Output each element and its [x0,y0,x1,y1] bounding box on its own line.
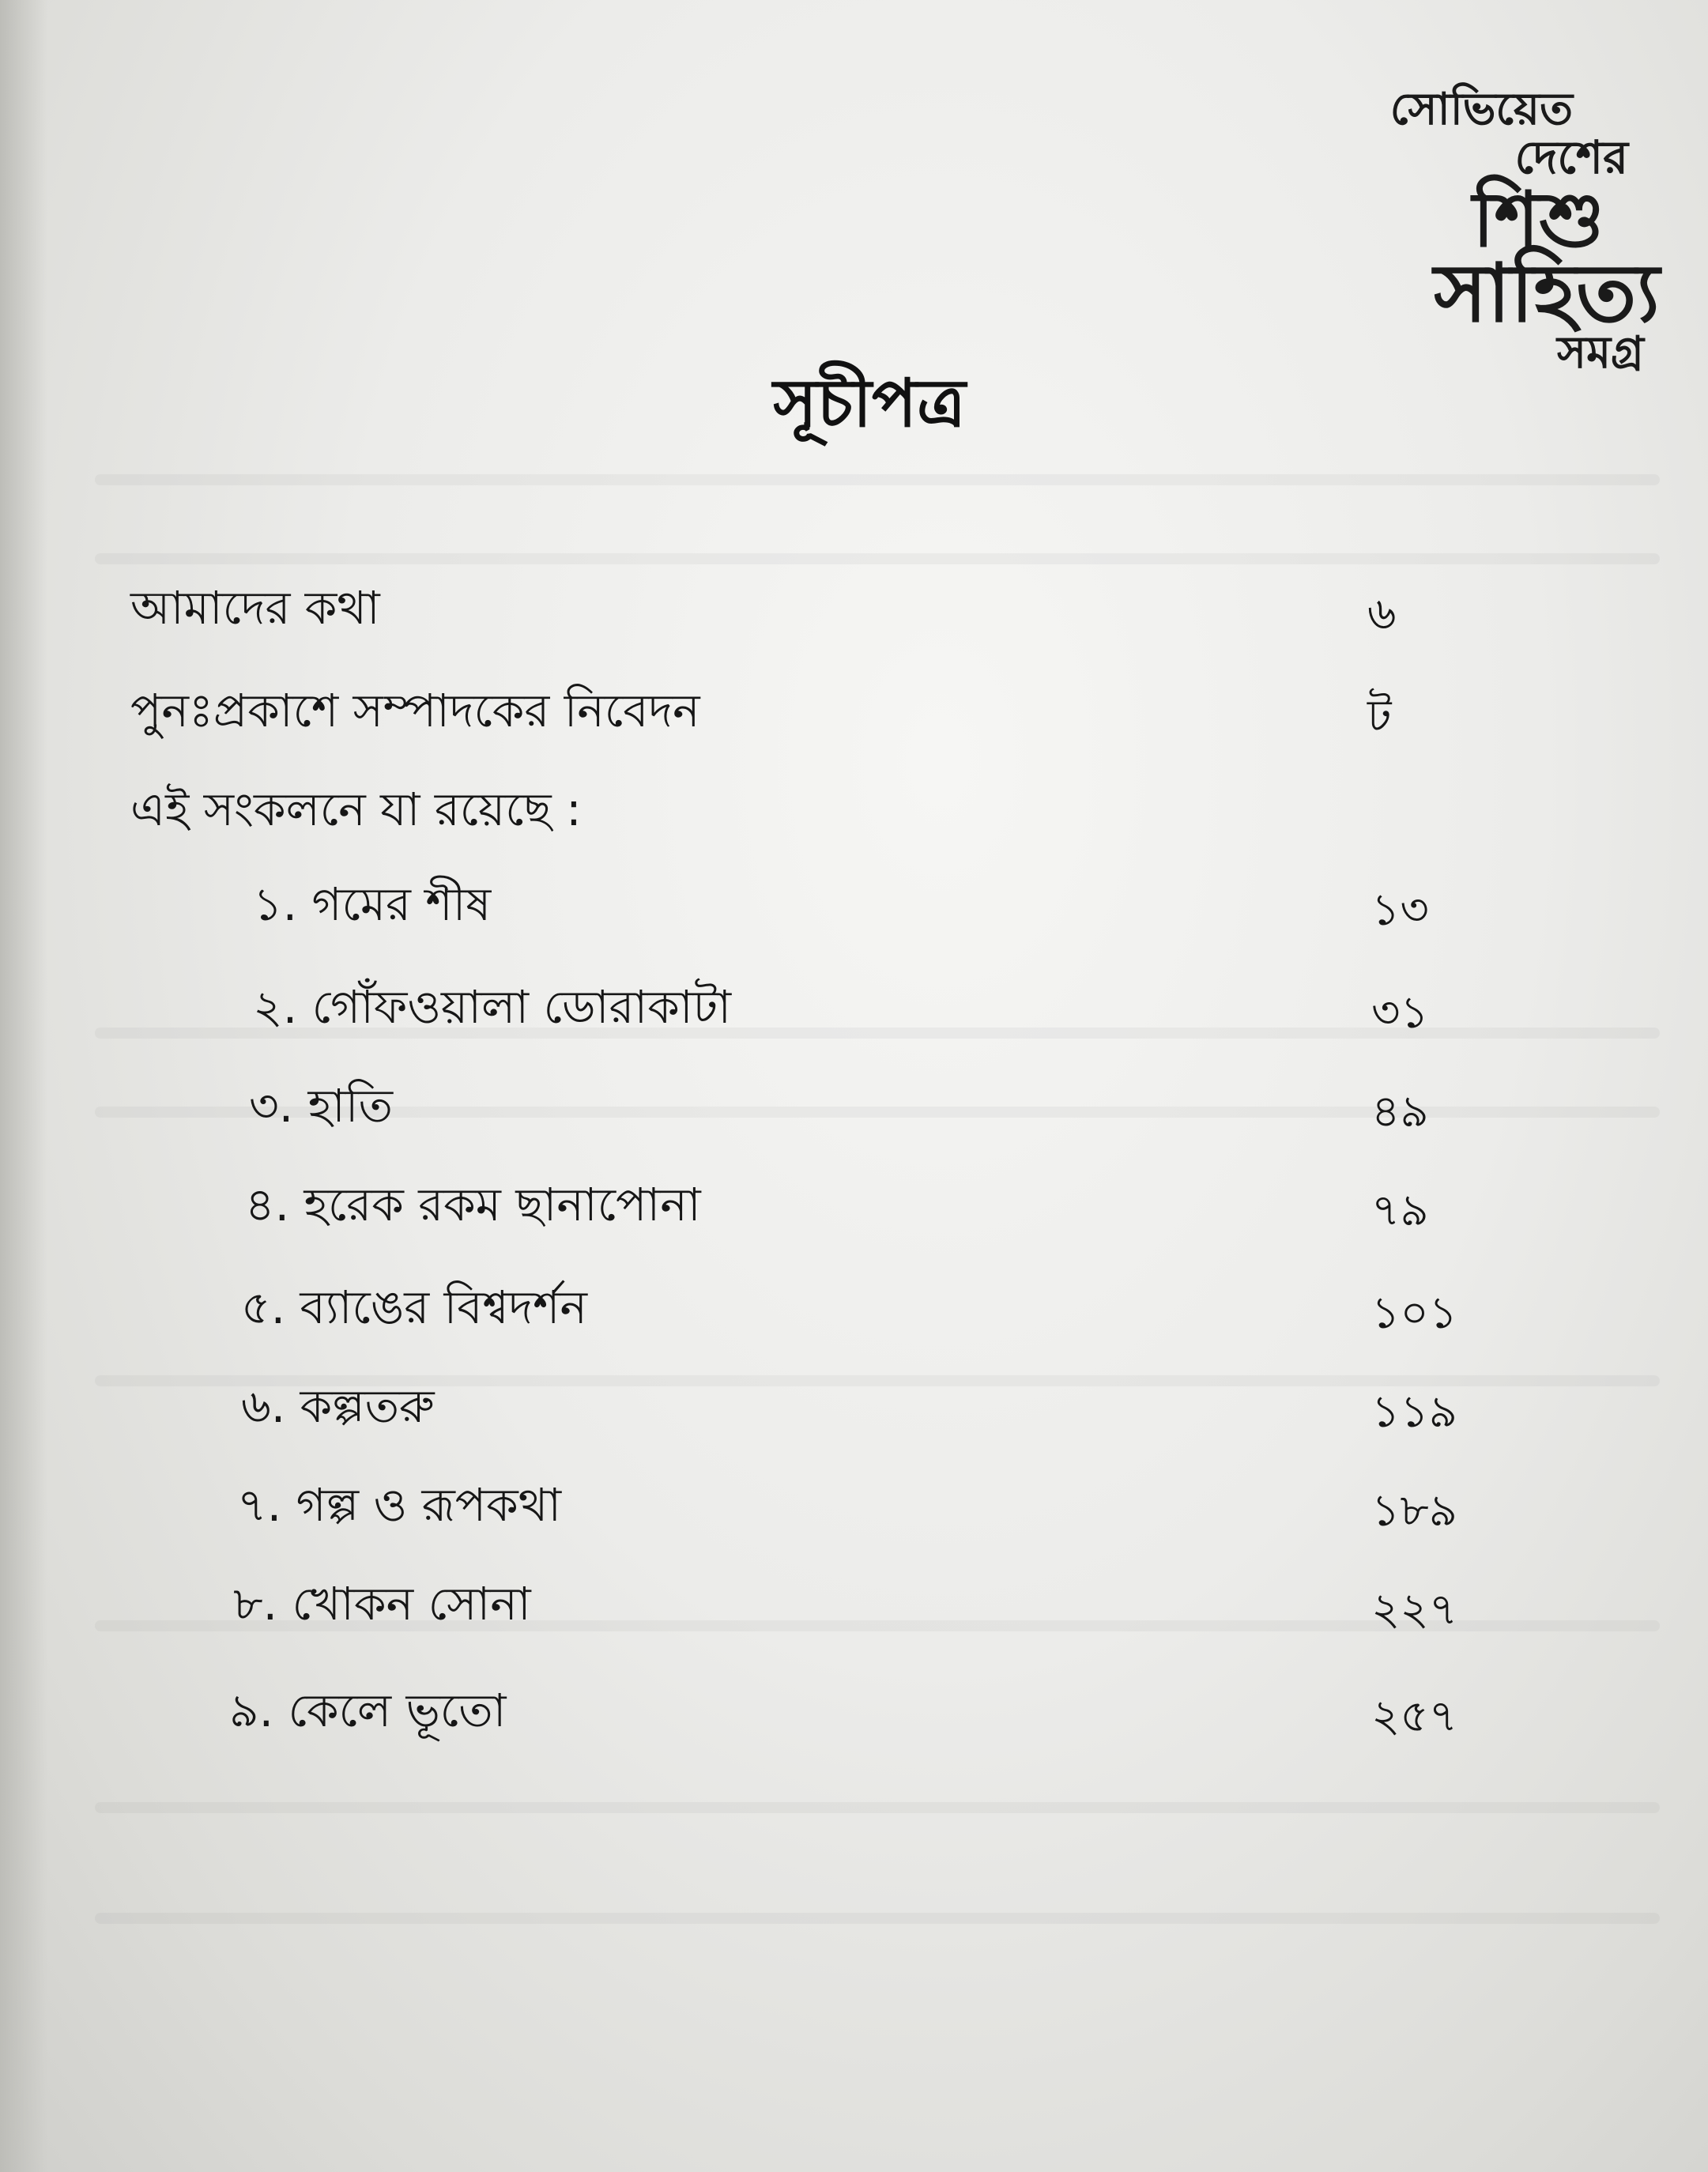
toc-row [0,1170,1708,1241]
toc-row [0,1371,1708,1442]
toc-entry-page: ১০১ [1371,1288,1458,1339]
toc-row [0,1470,1708,1541]
toc-row [0,573,1708,644]
toc-entry-page: ৪৯ [1371,1086,1429,1137]
toc-row [0,869,1708,941]
toc-row [0,972,1708,1043]
toc-entry-page: ট [1367,691,1392,742]
logo-line: সমগ্র [1556,326,1644,379]
toc-entry-page: ২৫৭ [1371,1691,1458,1742]
toc-entry-page: ৭৯ [1371,1185,1429,1236]
toc-entry-label: ৭. গল্প ও রূপকথা [237,1478,562,1532]
toc-row [0,775,1708,846]
toc-entry-label: ৫. ব্যাঙের বিশ্বদর্শন [241,1280,588,1334]
toc-entry-label: পুনঃপ্রকাশে সম্পাদকের নিবেদন [130,684,700,737]
toc-entry-page: ২২৭ [1371,1584,1458,1635]
toc-entry-label: আমাদের কথা [130,581,380,635]
toc-entry-label: ৪. হরেক রকম ছানাপোনা [245,1178,701,1231]
toc-entry-page: ৬ [1367,588,1397,639]
toc-entry-label: ৩. হাতি [249,1079,393,1133]
toc-row [0,1676,1708,1747]
toc-entry-label: ৯. কেলে ভূতো [229,1684,507,1737]
toc-row [0,676,1708,747]
toc-entry-page: ১৩ [1371,884,1429,936]
toc-entry-label: এই সংকলনে যা রয়েছে : [130,782,582,836]
logo-line: শিশু [1472,175,1604,264]
toc-row [0,1071,1708,1142]
toc-entry-label: ৬. কল্পতরু [241,1379,435,1433]
logo-line: সোভিয়েত [1389,83,1573,135]
toc-entry-page: ১৮৯ [1371,1485,1458,1537]
toc-entry-label: ১. গমের শীষ [253,877,492,931]
toc-entry-label: ৮. খোকন সোনা [233,1577,531,1631]
logo-line: সাহিত্য [1434,246,1660,341]
page-title: সূচীপত্র [773,364,966,442]
toc-entry-label: ২. গোঁফওয়ালা ডোরাকাটা [253,980,732,1034]
logo-line: দেশের [1514,130,1628,184]
toc-row [0,1569,1708,1640]
toc-entry-page: ১১৯ [1371,1386,1458,1438]
toc-row [0,1273,1708,1344]
toc-entry-page: ৩১ [1371,987,1429,1039]
